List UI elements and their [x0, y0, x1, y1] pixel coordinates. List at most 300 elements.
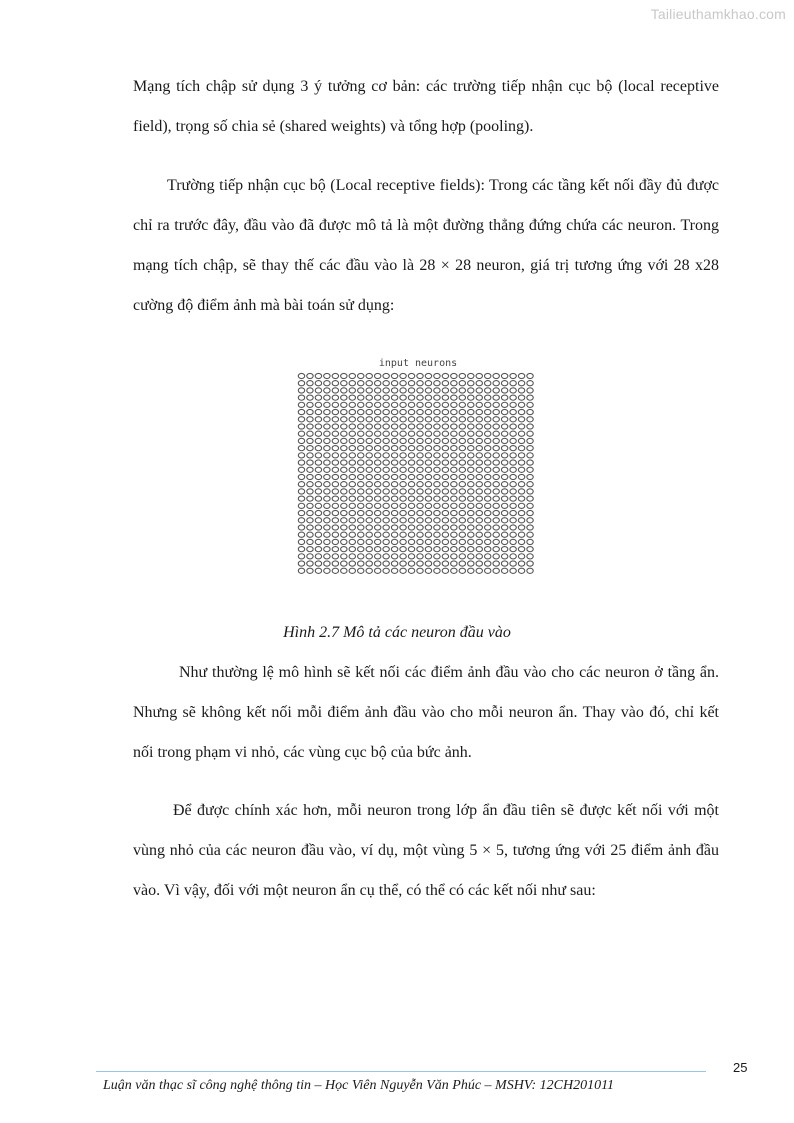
input-neuron	[476, 460, 482, 465]
input-neuron	[400, 467, 406, 472]
input-neuron	[518, 402, 524, 407]
input-neuron	[434, 388, 440, 393]
input-neuron	[485, 474, 491, 479]
input-neuron	[501, 460, 507, 465]
input-neuron	[391, 467, 397, 472]
input-neuron	[341, 388, 347, 393]
input-neuron	[510, 518, 516, 523]
input-neuron	[417, 525, 423, 530]
input-neuron	[383, 409, 389, 414]
input-neuron	[468, 474, 474, 479]
input-neuron	[510, 402, 516, 407]
input-neuron	[341, 539, 347, 544]
input-neuron	[315, 489, 321, 494]
input-neuron	[383, 431, 389, 436]
input-neuron	[307, 424, 313, 429]
input-neuron	[434, 460, 440, 465]
input-neuron	[332, 510, 338, 515]
input-neuron	[510, 460, 516, 465]
input-neuron	[298, 460, 304, 465]
input-neuron	[324, 503, 330, 508]
input-neuron	[442, 438, 448, 443]
input-neuron	[527, 409, 533, 414]
input-neuron	[510, 489, 516, 494]
input-neuron	[391, 539, 397, 544]
input-neuron	[518, 381, 524, 386]
input-neuron	[468, 539, 474, 544]
input-neuron	[391, 474, 397, 479]
input-neuron	[527, 503, 533, 508]
input-neuron	[341, 395, 347, 400]
input-neuron	[417, 424, 423, 429]
input-neuron	[324, 539, 330, 544]
input-neuron	[366, 381, 372, 386]
input-neuron	[417, 489, 423, 494]
input-neuron	[298, 539, 304, 544]
input-neuron	[408, 518, 414, 523]
input-neuron	[501, 561, 507, 566]
input-neuron	[332, 496, 338, 501]
input-neuron	[425, 373, 431, 378]
input-neuron	[349, 539, 355, 544]
input-neuron	[349, 424, 355, 429]
input-neuron	[459, 525, 465, 530]
input-neuron	[391, 417, 397, 422]
input-neuron	[459, 503, 465, 508]
input-neuron	[518, 510, 524, 515]
input-neuron	[332, 460, 338, 465]
input-neuron	[298, 409, 304, 414]
input-neuron	[459, 554, 465, 559]
input-neuron	[501, 438, 507, 443]
input-neuron	[451, 474, 457, 479]
input-neuron	[476, 431, 482, 436]
input-neuron	[493, 417, 499, 422]
input-neuron	[391, 547, 397, 552]
input-neuron	[451, 503, 457, 508]
input-neuron	[459, 395, 465, 400]
input-neuron	[408, 561, 414, 566]
input-neuron	[527, 532, 533, 537]
input-neuron	[315, 561, 321, 566]
input-neuron	[434, 395, 440, 400]
input-neuron	[400, 525, 406, 530]
input-neuron	[349, 482, 355, 487]
input-neuron	[400, 381, 406, 386]
input-neuron	[332, 547, 338, 552]
input-neuron	[493, 503, 499, 508]
watermark: Tailieuthamkhao.com	[650, 6, 786, 22]
input-neuron	[358, 561, 364, 566]
input-neuron	[383, 539, 389, 544]
input-neuron	[391, 510, 397, 515]
input-neuron	[408, 373, 414, 378]
input-neuron	[485, 409, 491, 414]
input-neuron	[485, 431, 491, 436]
input-neuron	[485, 446, 491, 451]
paragraph-local-receptive-fields	[133, 166, 719, 326]
input-neuron	[341, 431, 347, 436]
input-neuron	[442, 482, 448, 487]
input-neuron	[510, 438, 516, 443]
input-neuron	[442, 409, 448, 414]
input-neuron	[408, 503, 414, 508]
input-neuron	[417, 568, 423, 573]
input-neuron	[332, 453, 338, 458]
input-neuron	[298, 518, 304, 523]
input-neuron	[468, 467, 474, 472]
input-neuron	[451, 446, 457, 451]
input-neuron	[510, 424, 516, 429]
input-neuron	[391, 554, 397, 559]
input-neuron	[332, 539, 338, 544]
input-neuron	[307, 554, 313, 559]
input-neurons-figure	[297, 356, 539, 582]
input-neuron	[485, 402, 491, 407]
input-neuron	[307, 510, 313, 515]
input-neuron	[518, 503, 524, 508]
input-neuron	[434, 554, 440, 559]
input-neuron	[315, 388, 321, 393]
input-neuron	[451, 532, 457, 537]
input-neuron	[391, 482, 397, 487]
input-neuron	[408, 489, 414, 494]
input-neuron	[493, 446, 499, 451]
input-neuron	[315, 431, 321, 436]
input-neuron	[493, 381, 499, 386]
input-neuron	[417, 395, 423, 400]
input-neuron	[358, 424, 364, 429]
input-neuron	[307, 381, 313, 386]
input-neuron	[366, 467, 372, 472]
input-neuron	[493, 474, 499, 479]
input-neuron	[527, 554, 533, 559]
input-neuron	[451, 438, 457, 443]
input-neuron	[518, 446, 524, 451]
input-neuron	[400, 474, 406, 479]
input-neuron	[358, 446, 364, 451]
input-neuron	[510, 525, 516, 530]
input-neuron	[510, 482, 516, 487]
input-neuron	[298, 496, 304, 501]
input-neuron	[315, 395, 321, 400]
input-neuron	[383, 388, 389, 393]
input-neuron	[451, 417, 457, 422]
input-neuron	[358, 395, 364, 400]
input-neuron	[476, 539, 482, 544]
input-neuron	[510, 453, 516, 458]
input-neuron	[510, 467, 516, 472]
input-neuron	[468, 482, 474, 487]
input-neuron	[459, 424, 465, 429]
input-neuron	[425, 561, 431, 566]
input-neuron	[510, 547, 516, 552]
input-neuron	[349, 395, 355, 400]
input-neuron	[400, 446, 406, 451]
input-neuron	[442, 417, 448, 422]
input-neuron	[307, 547, 313, 552]
input-neuron	[417, 561, 423, 566]
input-neuron	[374, 510, 380, 515]
input-neuron	[417, 381, 423, 386]
input-neuron	[468, 409, 474, 414]
input-neuron	[434, 402, 440, 407]
input-neuron	[358, 431, 364, 436]
input-neuron	[434, 518, 440, 523]
input-neuron	[459, 510, 465, 515]
input-neuron	[518, 395, 524, 400]
input-neuron	[425, 402, 431, 407]
input-neuron	[315, 417, 321, 422]
input-neuron	[408, 547, 414, 552]
input-neuron	[341, 568, 347, 573]
input-neuron	[307, 568, 313, 573]
input-neuron	[476, 417, 482, 422]
input-neuron	[366, 503, 372, 508]
input-neuron	[324, 467, 330, 472]
input-neuron	[358, 539, 364, 544]
input-neuron	[315, 453, 321, 458]
input-neuron	[468, 395, 474, 400]
input-neuron	[527, 373, 533, 378]
input-neuron	[501, 518, 507, 523]
input-neuron	[442, 431, 448, 436]
input-neuron	[374, 489, 380, 494]
input-neuron	[417, 503, 423, 508]
input-neuron	[349, 525, 355, 530]
input-neuron	[366, 446, 372, 451]
input-neuron	[391, 373, 397, 378]
input-neuron	[527, 388, 533, 393]
input-neuron	[425, 453, 431, 458]
input-neuron	[349, 561, 355, 566]
input-neuron	[400, 460, 406, 465]
input-neuron	[459, 518, 465, 523]
input-neuron	[307, 503, 313, 508]
input-neuron	[417, 460, 423, 465]
input-neuron	[324, 460, 330, 465]
input-neuron	[485, 554, 491, 559]
figure-label: input neurons	[378, 358, 458, 369]
input-neuron	[476, 373, 482, 378]
input-neuron	[408, 554, 414, 559]
input-neuron	[307, 431, 313, 436]
input-neuron	[501, 467, 507, 472]
input-neuron	[518, 496, 524, 501]
input-neuron	[358, 496, 364, 501]
input-neuron	[442, 496, 448, 501]
input-neuron	[434, 510, 440, 515]
input-neuron	[307, 417, 313, 422]
input-neuron	[451, 402, 457, 407]
input-neuron	[400, 547, 406, 552]
input-neuron	[434, 547, 440, 552]
input-neuron	[374, 431, 380, 436]
input-neuron	[383, 482, 389, 487]
input-neuron	[374, 409, 380, 414]
input-neuron	[374, 417, 380, 422]
input-neuron	[324, 388, 330, 393]
input-neuron	[518, 388, 524, 393]
input-neuron	[366, 525, 372, 530]
input-neuron	[493, 460, 499, 465]
input-neuron	[408, 532, 414, 537]
input-neuron	[366, 496, 372, 501]
input-neuron	[366, 409, 372, 414]
input-neuron	[485, 489, 491, 494]
input-neuron	[408, 381, 414, 386]
input-neuron	[518, 489, 524, 494]
input-neuron	[341, 453, 347, 458]
input-neuron	[527, 547, 533, 552]
input-neuron	[391, 395, 397, 400]
input-neuron	[518, 409, 524, 414]
input-neuron	[298, 510, 304, 515]
input-neuron	[434, 438, 440, 443]
input-neuron	[476, 568, 482, 573]
input-neuron	[501, 503, 507, 508]
input-neuron	[442, 554, 448, 559]
input-neuron	[383, 438, 389, 443]
footer-text: Luận văn thạc sĩ công nghệ thông tin – Học Viên Nguyễn Văn Phúc – MSHV: 12CH201011	[103, 1078, 615, 1093]
input-neuron	[391, 446, 397, 451]
input-neuron	[442, 424, 448, 429]
input-neuron	[307, 532, 313, 537]
input-neuron	[527, 453, 533, 458]
input-neuron	[315, 438, 321, 443]
input-neuron	[341, 417, 347, 422]
input-neuron	[374, 518, 380, 523]
input-neuron	[451, 496, 457, 501]
input-neuron	[324, 402, 330, 407]
input-neuron	[298, 532, 304, 537]
input-neuron	[527, 438, 533, 443]
input-neuron	[366, 474, 372, 479]
input-neuron	[442, 568, 448, 573]
input-neuron	[298, 373, 304, 378]
input-neuron	[451, 467, 457, 472]
input-neuron	[332, 417, 338, 422]
input-neuron	[425, 409, 431, 414]
input-neuron	[341, 496, 347, 501]
input-neuron	[493, 409, 499, 414]
input-neuron	[527, 489, 533, 494]
input-neuron	[468, 568, 474, 573]
input-neuron	[332, 373, 338, 378]
input-neuron	[332, 532, 338, 537]
input-neuron	[324, 453, 330, 458]
input-neuron	[298, 547, 304, 552]
input-neuron	[315, 402, 321, 407]
input-neuron	[417, 539, 423, 544]
input-neuron	[459, 532, 465, 537]
input-neuron	[383, 489, 389, 494]
input-neuron	[476, 438, 482, 443]
input-neuron	[366, 482, 372, 487]
input-neuron	[408, 460, 414, 465]
input-neuron	[307, 453, 313, 458]
input-neuron	[358, 568, 364, 573]
input-neuron	[451, 424, 457, 429]
input-neuron	[493, 431, 499, 436]
input-neuron	[374, 503, 380, 508]
input-neuron	[442, 381, 448, 386]
input-neuron	[485, 388, 491, 393]
input-neuron	[425, 467, 431, 472]
input-neuron	[468, 532, 474, 537]
input-neuron	[408, 474, 414, 479]
input-neuron	[341, 373, 347, 378]
input-neuron	[400, 373, 406, 378]
paragraph-local-receptive-fields-text: Trường tiếp nhận cục bộ (Local receptive fields): Trong các tầng kết nối đầy đủ được chỉ ra trước đây, đầu vào đã được mô tả là một đường thẳng đứng chứa các neuron. Trong mạng tích chập, sẽ thay thế các đầu vào là 28 × 28 neuron, giá trị tương ứng với 28 x28 cường độ điểm ảnh mà bài toán sử dụng:	[133, 177, 719, 314]
input-neuron	[493, 373, 499, 378]
input-neuron	[451, 489, 457, 494]
input-neuron	[383, 503, 389, 508]
input-neuron	[400, 568, 406, 573]
input-neuron	[324, 438, 330, 443]
input-neuron	[341, 561, 347, 566]
input-neuron	[493, 467, 499, 472]
input-neuron	[459, 453, 465, 458]
input-neuron	[451, 482, 457, 487]
input-neuron	[408, 431, 414, 436]
input-neuron	[366, 510, 372, 515]
input-neuron	[366, 438, 372, 443]
input-neuron	[383, 474, 389, 479]
input-neuron	[468, 496, 474, 501]
input-neuron	[468, 525, 474, 530]
input-neuron	[315, 547, 321, 552]
input-neuron	[332, 409, 338, 414]
input-neuron	[459, 474, 465, 479]
input-neuron	[417, 474, 423, 479]
input-neuron	[451, 518, 457, 523]
input-neuron	[391, 388, 397, 393]
input-neuron	[408, 568, 414, 573]
input-neuron	[459, 431, 465, 436]
input-neuron	[417, 554, 423, 559]
input-neuron	[307, 539, 313, 544]
input-neuron	[451, 525, 457, 530]
input-neuron	[408, 446, 414, 451]
input-neuron	[476, 561, 482, 566]
input-neuron	[383, 424, 389, 429]
input-neuron	[434, 474, 440, 479]
input-neuron	[459, 402, 465, 407]
input-neuron	[332, 525, 338, 530]
input-neuron	[501, 554, 507, 559]
input-neuron	[476, 510, 482, 515]
input-neuron	[324, 395, 330, 400]
input-neuron	[501, 453, 507, 458]
input-neuron	[442, 474, 448, 479]
input-neuron	[468, 561, 474, 566]
input-neuron	[315, 539, 321, 544]
input-neuron	[374, 388, 380, 393]
input-neuron	[383, 453, 389, 458]
input-neuron	[459, 417, 465, 422]
input-neuron	[476, 532, 482, 537]
input-neuron	[493, 547, 499, 552]
input-neuron	[476, 525, 482, 530]
input-neuron	[527, 539, 533, 544]
input-neuron	[307, 402, 313, 407]
input-neuron	[324, 424, 330, 429]
input-neuron	[451, 388, 457, 393]
input-neuron	[400, 388, 406, 393]
input-neuron	[510, 417, 516, 422]
input-neuron	[298, 503, 304, 508]
